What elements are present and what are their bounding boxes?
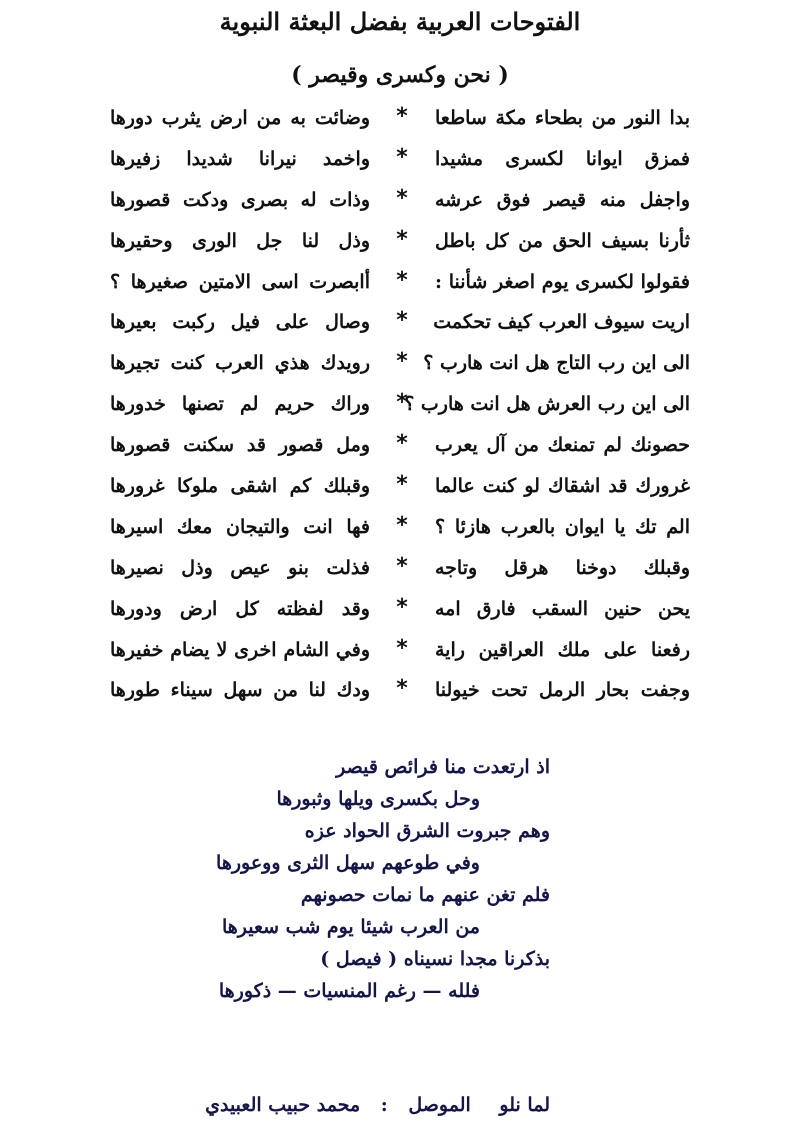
- verse-row: [110, 139, 690, 180]
- signature-place-label: لما نلو: [499, 1094, 550, 1116]
- verse-row: [110, 548, 690, 589]
- verse-first-hemistich: رفعنا على ملك العراقين راية: [435, 638, 690, 661]
- page-title: الفتوحات العربية بفضل البعثة النبوية: [219, 7, 581, 36]
- verse-list: [110, 98, 690, 711]
- verse-row: [110, 670, 690, 711]
- star-separator-icon: *: [396, 594, 408, 620]
- poem-line: فلله — رغم المنسيات — ذكورها: [218, 980, 480, 1002]
- verse-row: [110, 466, 690, 507]
- verse-first-hemistich: الم تك يا ايوان بالعرب هازئا ؟: [435, 515, 690, 538]
- star-separator-icon: *: [396, 431, 408, 457]
- verse-row: [110, 589, 690, 630]
- star-separator-icon: *: [396, 144, 408, 170]
- star-separator-icon: *: [396, 553, 408, 579]
- signature-colon: :: [380, 1094, 388, 1116]
- verse-row: [110, 343, 690, 384]
- star-separator-icon: *: [396, 472, 408, 498]
- verse-row: [110, 180, 690, 221]
- verse-row: [110, 98, 690, 139]
- star-separator-icon: *: [396, 635, 408, 661]
- verse-second-hemistich: وقبلك كم اشقى ملوكا غرورها: [110, 475, 370, 498]
- verse-first-hemistich: غرورك قد اشقاك لو كنت عالما: [435, 475, 690, 498]
- verse-second-hemistich: وفي الشام اخرى لا يضام خفيرها: [110, 638, 370, 661]
- star-separator-icon: *: [396, 185, 408, 211]
- verse-second-hemistich: ومل قصور قد سكنت قصورها: [110, 434, 370, 457]
- verse-first-hemistich: يحن حنين السقب فارق امه: [435, 597, 690, 620]
- signature-line: [150, 1090, 550, 1120]
- verse-row: [110, 507, 690, 548]
- star-separator-icon: *: [396, 308, 408, 334]
- verse-row: [110, 425, 690, 466]
- verse-first-hemistich: فقولوا لكسرى يوم اصغر شأننا :: [435, 270, 690, 293]
- verse-second-hemistich: أابصرت اسى الامتين صغيرها ؟: [110, 270, 370, 293]
- poem-subtitle: ( نحن وكسرى وقيصر ): [291, 62, 509, 88]
- verse-first-hemistich: الى اين رب العرش هل انت هارب ؟: [404, 393, 690, 416]
- star-separator-icon: *: [396, 390, 408, 416]
- poem-line: وفي طوعهم سهل الثرى ووعورها: [216, 852, 480, 874]
- verse-second-hemistich: وقد لفظته كل ارض ودورها: [110, 597, 370, 620]
- verse-second-hemistich: وذل لنا جل الورى وحقيرها: [110, 229, 370, 252]
- verse-first-hemistich: واجفل منه قيصر فوق عرشه: [435, 188, 690, 211]
- star-separator-icon: *: [396, 512, 408, 538]
- verse-first-hemistich: بدا النور من بطحاء مكة ساطعا: [435, 107, 690, 129]
- verse-first-hemistich: وقبلك دوخنا هرقل وتاجه: [435, 556, 690, 579]
- verse-second-hemistich: وصال على فيل ركبت بعيرها: [110, 311, 370, 334]
- verse-second-hemistich: رويدك هذي العرب كنت تجيرها: [110, 352, 370, 375]
- verse-second-hemistich: وراك حريم لم تصنها خدورها: [110, 393, 370, 416]
- verse-first-hemistich: حصونك لم تمنعك من آل يعرب: [435, 434, 690, 457]
- verse-row: [110, 384, 690, 425]
- star-separator-icon: *: [396, 267, 408, 293]
- verse-row: [110, 302, 690, 343]
- poem-line: بذكرنا مجدا نسيناه ( فيصل ): [320, 948, 550, 970]
- star-separator-icon: *: [396, 226, 408, 252]
- verse-second-hemistich: وذات له بصرى ودكت قصورها: [110, 188, 370, 211]
- second-poem: [150, 752, 550, 1008]
- verse-second-hemistich: وضائت به من ارض يثرب دورها: [110, 107, 370, 129]
- verse-row: [110, 221, 690, 262]
- poem-line: فلم تغن عنهم ما نمات حصونهم: [300, 884, 550, 906]
- poem-line: اذ ارتعدت منا فرائص قيصر: [336, 756, 550, 778]
- verse-first-hemistich: الى اين رب التاج هل انت هارب ؟: [423, 352, 690, 375]
- verse-second-hemistich: فها انت والتيجان معك اسيرها: [110, 515, 370, 538]
- verse-first-hemistich: اريت سيوف العرب كيف تحكمت: [433, 311, 690, 334]
- poem-line: وهم جبروت الشرق الحواد عزه: [304, 820, 550, 842]
- poem-line: من العرب شيئا يوم شب سعيرها: [221, 916, 480, 938]
- signature-author: محمد حبيب العبيدي: [205, 1094, 361, 1116]
- star-separator-icon: *: [396, 349, 408, 375]
- verse-row: [110, 262, 690, 303]
- verse-first-hemistich: فمزق ايوانا لكسرى مشيدا: [435, 147, 690, 170]
- verse-second-hemistich: ودك لنا من سهل سيناء طورها: [110, 679, 370, 702]
- star-separator-icon: *: [396, 676, 408, 702]
- verse-second-hemistich: فذلت بنو عيص وذل نصيرها: [110, 556, 370, 579]
- verse-second-hemistich: واخمد نيرانا شديدا زفيرها: [110, 147, 370, 170]
- poem-line: وحل بكسرى ويلها وثبورها: [276, 788, 480, 810]
- signature-city: الموصل: [408, 1094, 471, 1116]
- verse-row: [110, 630, 690, 671]
- star-separator-icon: *: [396, 104, 408, 129]
- verse-first-hemistich: ثأرنا بسيف الحق من كل باطل: [435, 229, 690, 252]
- verse-first-hemistich: وجفت بحار الرمل تحت خيولنا: [435, 679, 690, 702]
